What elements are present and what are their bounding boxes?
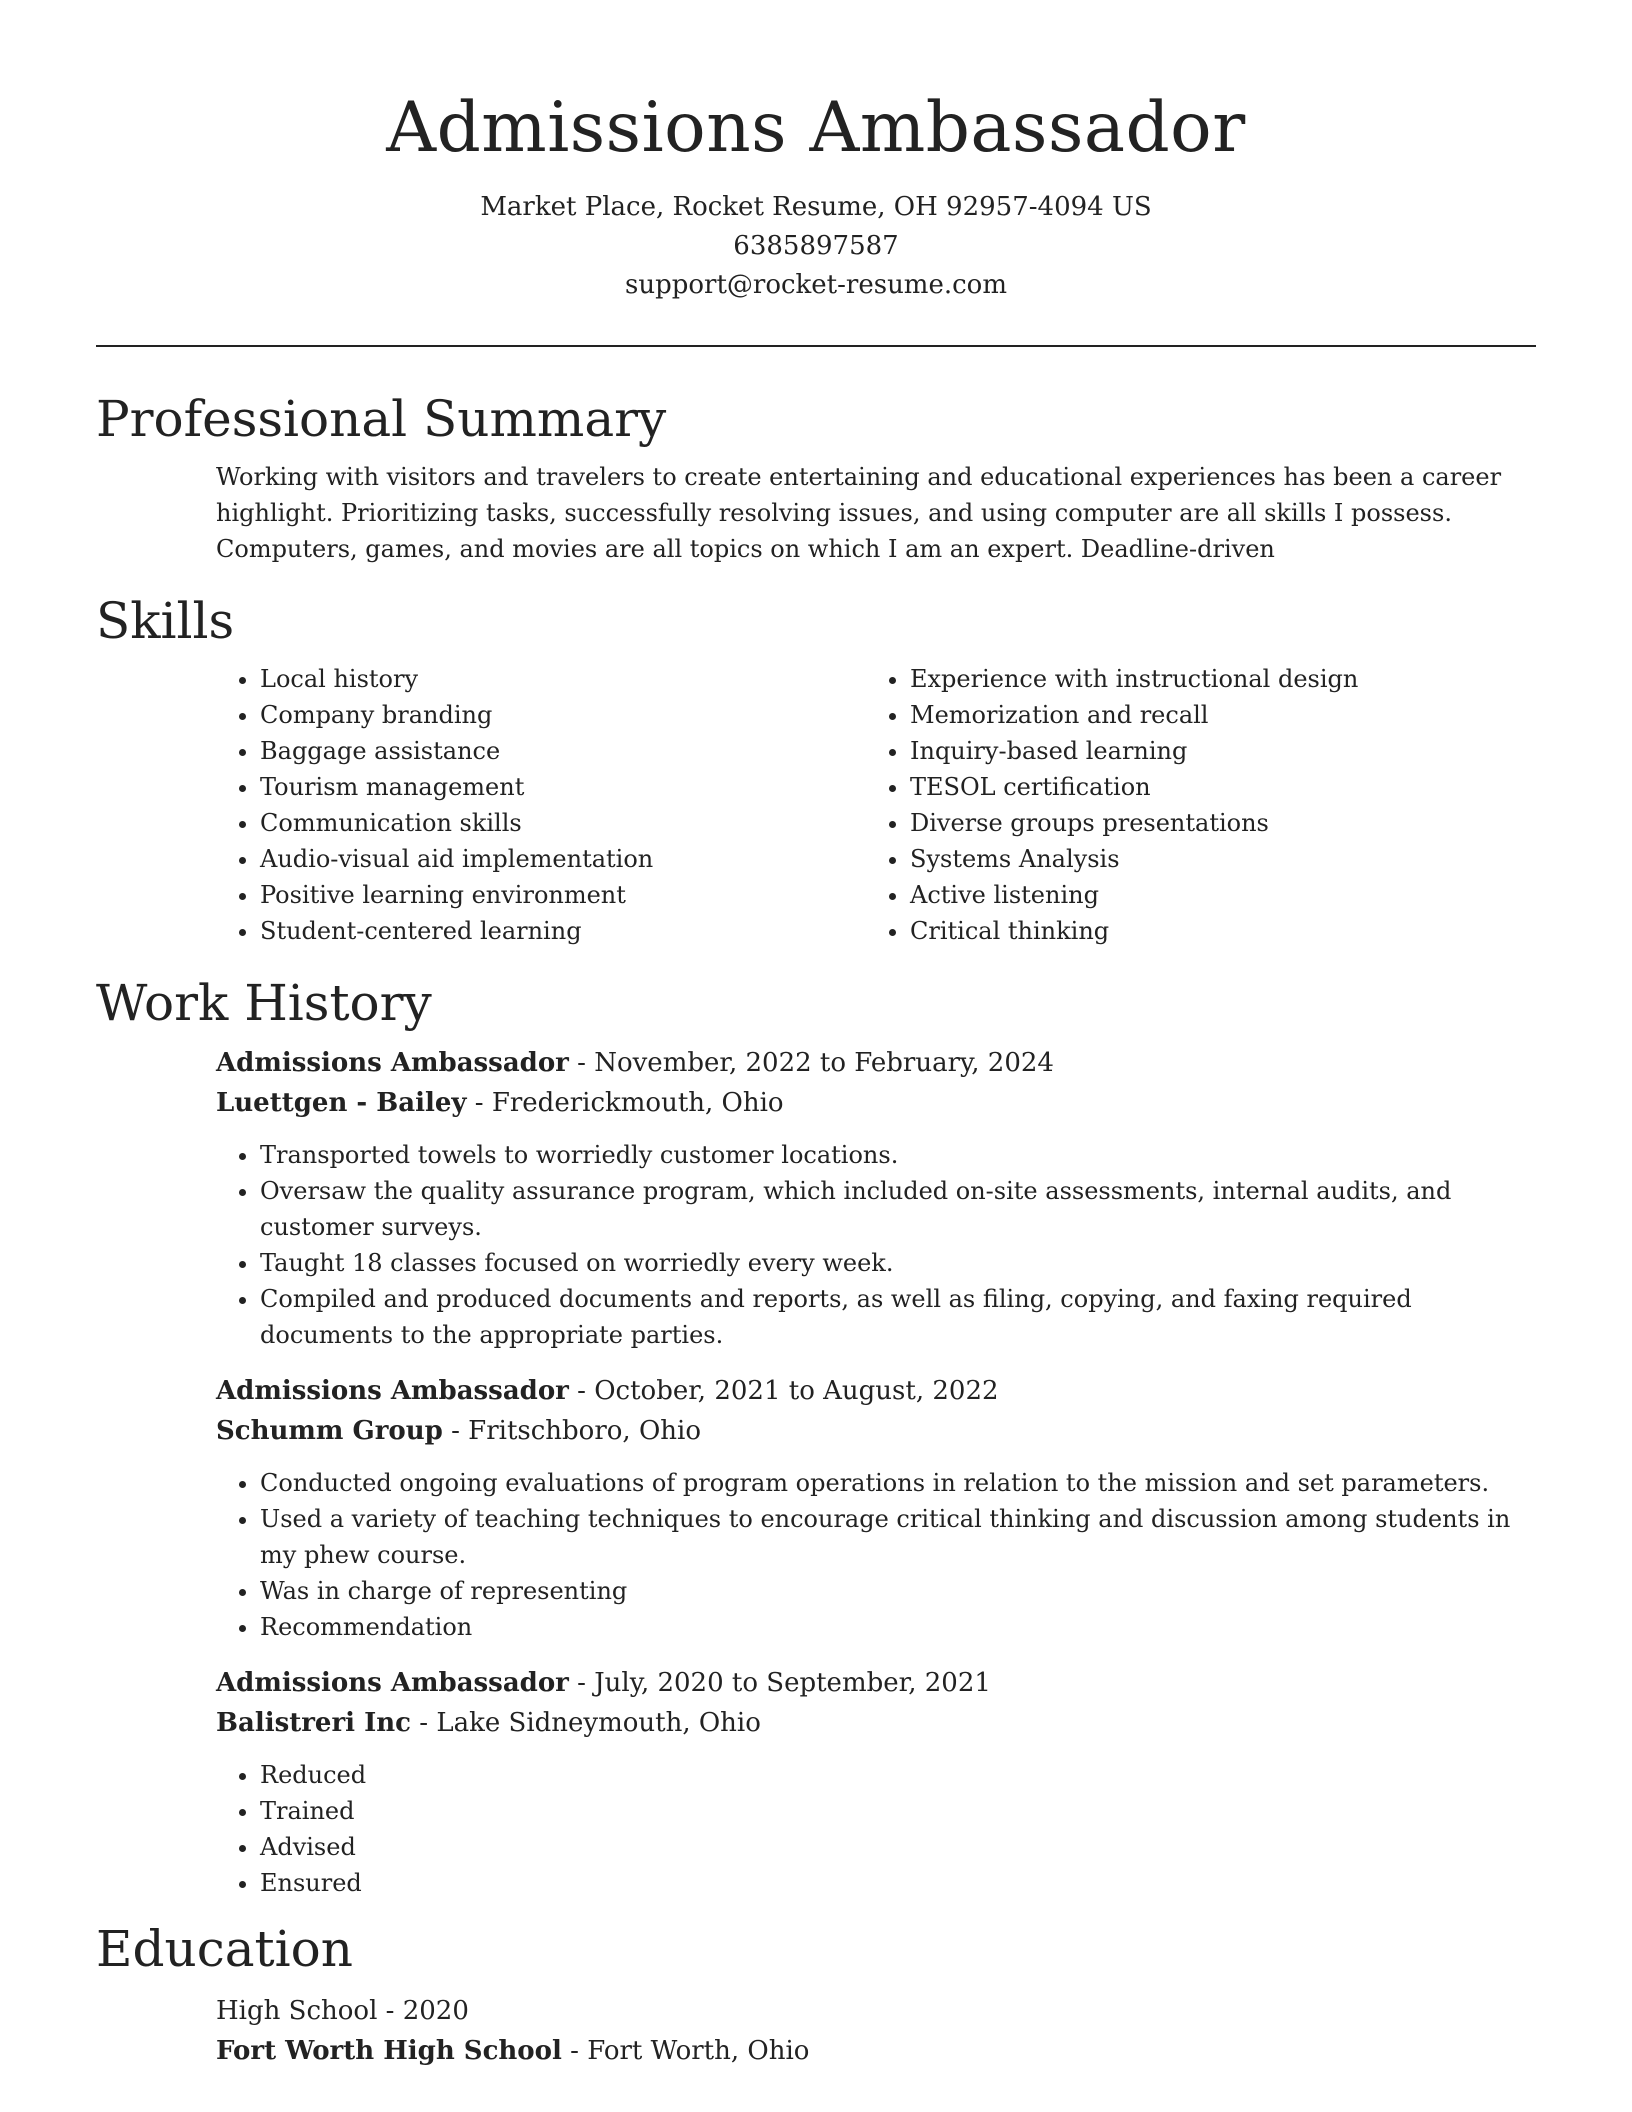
job-entry [216, 1043, 1536, 1353]
separator: - [411, 1708, 437, 1738]
job-company-line [216, 1083, 1536, 1123]
job-bullet: • Ensured [260, 1865, 1536, 1901]
section-title-work-history: Work History [96, 974, 432, 1032]
job-role: Admissions Ambassador [216, 1048, 569, 1078]
contact-info [0, 188, 1632, 305]
skill-item: • Systems Analysis [910, 841, 1516, 877]
skills-list-right [866, 661, 1516, 949]
job-bullet: • Taught 18 classes focused on worriedly every week. [260, 1245, 1536, 1281]
job-bullet: • Oversaw the quality assurance program, which included on-site assessments, internal audits, and customer surveys. [260, 1173, 1536, 1245]
education-location: Fort Worth, Ohio [587, 2036, 810, 2066]
education-degree: High School [216, 1996, 378, 2026]
job-title-line [216, 1663, 1536, 1703]
separator: - [568, 1048, 595, 1078]
job-bullet: • Conducted ongoing evaluations of program operations in relation to the mission and set parameters. [260, 1465, 1536, 1501]
job-bullet: • Used a variety of teaching techniques to encourage critical thinking and discussion among students in my phew course. [260, 1501, 1536, 1573]
job-company: Luettgen - Bailey [216, 1088, 467, 1118]
job-company-line [216, 1411, 1536, 1451]
job-list [216, 1043, 1536, 1901]
skill-item: • Diverse groups presentations [910, 805, 1516, 841]
education-school: Fort Worth High School [216, 2036, 562, 2066]
skills-column-left [216, 661, 866, 949]
job-dates: October, 2021 to August, 2022 [594, 1376, 999, 1406]
skill-item: • Positive learning environment [260, 877, 866, 913]
header-divider [96, 345, 1536, 347]
job-entry [216, 1371, 1536, 1645]
separator: - [442, 1416, 469, 1446]
candidate-name: Admissions Ambassador [386, 88, 1246, 168]
job-bullet: • Compiled and produced documents and reports, as well as filing, copying, and faxing required documents to the appropriate parties. [260, 1281, 1536, 1353]
job-bullet: • Reduced [260, 1757, 1536, 1793]
skill-item: • Inquiry-based learning [910, 733, 1516, 769]
education-section [96, 1919, 1536, 2071]
job-role: Admissions Ambassador [216, 1376, 569, 1406]
job-company-line [216, 1703, 1536, 1743]
summary-section [96, 389, 1536, 567]
section-title-summary: Professional Summary [96, 390, 667, 448]
skills-section [96, 591, 1536, 949]
skill-item: • Audio-visual aid implementation [260, 841, 866, 877]
job-bullets [216, 1757, 1536, 1901]
skill-item: • Baggage assistance [260, 733, 866, 769]
job-bullet: • Trained [260, 1793, 1536, 1829]
education-year: 2020 [402, 1996, 469, 2026]
job-title-line [216, 1371, 1536, 1411]
separator: - [568, 1376, 595, 1406]
skill-item: • Communication skills [260, 805, 866, 841]
separator: - [568, 1668, 595, 1698]
job-bullet: • Advised [260, 1829, 1536, 1865]
skill-item: • Local history [260, 661, 866, 697]
job-dates: November, 2022 to February, 2024 [594, 1048, 1054, 1078]
skill-item: • Student-centered learning [260, 913, 866, 949]
job-role: Admissions Ambassador [216, 1668, 569, 1698]
summary-text: Working with visitors and travelers to create entertaining and educational experiences has been a career highlight. Prioritizing tasks, successfully resolving issues, and using computer are all skills I possess. Computers, games, and movies are all topics on which I am an expert. Deadline-driven [216, 463, 1502, 563]
email: support@rocket-resume.com [624, 270, 1007, 300]
job-location: Lake Sidneymouth, Ohio [436, 1708, 761, 1738]
education-school-line: Fort Worth High School - Fort Worth, Ohio [216, 2036, 810, 2066]
job-company: Balistreri Inc [216, 1708, 411, 1738]
job-dates: July, 2020 to September, 2021 [594, 1668, 991, 1698]
skill-item: • Company branding [260, 697, 866, 733]
skills-grid [216, 661, 1536, 949]
education-entry [216, 1991, 1536, 2071]
skills-column-right [866, 661, 1516, 949]
job-bullets [216, 1465, 1536, 1645]
phone: 6385897587 [733, 231, 899, 261]
education-degree-line: High School - 2020 [216, 1996, 469, 2026]
job-location: Fritschboro, Ohio [468, 1416, 701, 1446]
skill-item: • Experience with instructional design [910, 661, 1516, 697]
separator: - [466, 1088, 492, 1118]
skill-item: • TESOL certification [910, 769, 1516, 805]
job-entry [216, 1663, 1536, 1901]
job-title-line [216, 1043, 1536, 1083]
job-bullet: • Transported towels to worriedly customer locations. [260, 1137, 1536, 1173]
job-location: Frederickmouth, Ohio [491, 1088, 784, 1118]
skill-item: • Tourism management [260, 769, 866, 805]
work-history-section [96, 973, 1536, 1901]
job-company: Schumm Group [216, 1416, 443, 1446]
job-bullet: • Recommendation [260, 1609, 1536, 1645]
section-title-skills: Skills [96, 592, 235, 650]
resume-header [0, 0, 1632, 305]
skills-list-left [216, 661, 866, 949]
job-bullets [216, 1137, 1536, 1353]
address: Market Place, Rocket Resume, OH 92957-4094 US [480, 192, 1152, 222]
job-bullet: • Was in charge of representing [260, 1573, 1536, 1609]
skill-item: • Memorization and recall [910, 697, 1516, 733]
skill-item: • Critical thinking [910, 913, 1516, 949]
section-title-education: Education [96, 1920, 353, 1978]
skill-item: • Active listening [910, 877, 1516, 913]
